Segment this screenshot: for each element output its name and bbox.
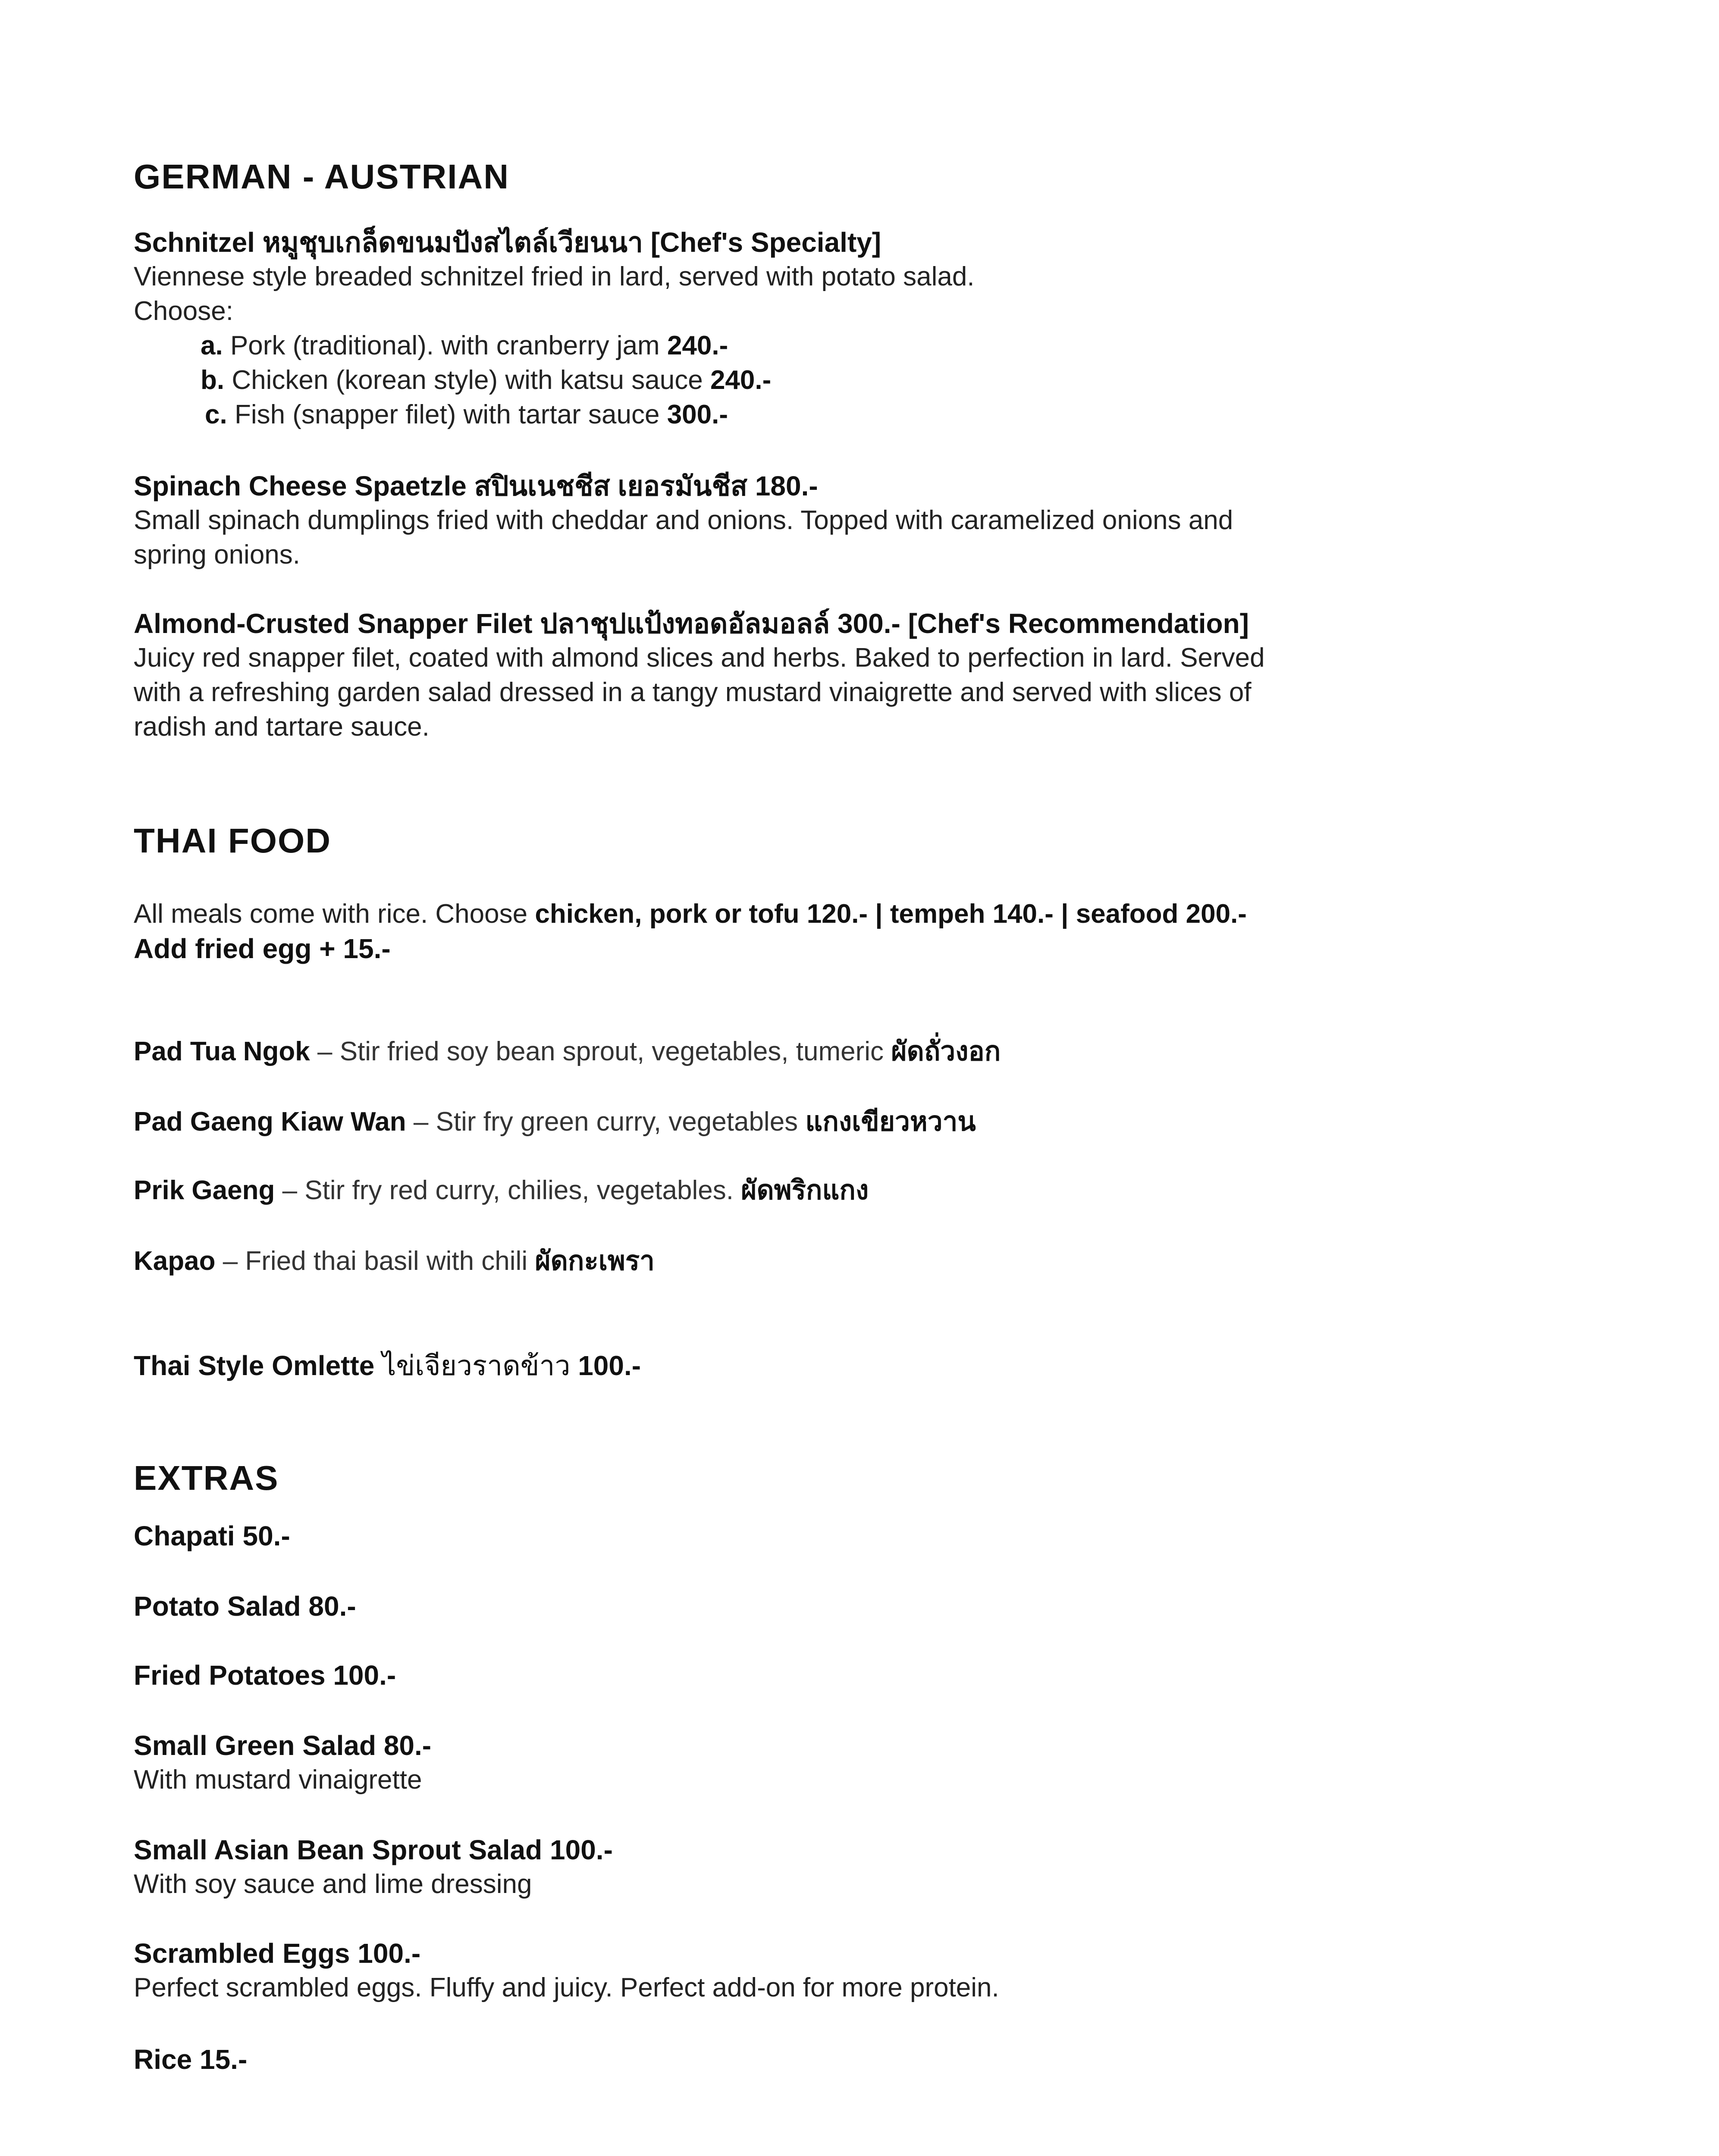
extra-item xyxy=(134,2042,1600,2077)
dish-description: – Fried thai basil with chili xyxy=(215,1246,535,1276)
option-price: 300.- xyxy=(667,400,728,429)
dish-name: Prik Gaeng xyxy=(134,1175,275,1205)
item-description-line: Small spinach dumplings fried with cheddar and onions. Topped with caramelized onions and xyxy=(134,505,1233,535)
dish-name: Pad Gaeng Kiaw Wan xyxy=(134,1107,406,1137)
protein-prices: chicken, pork or tofu 120.- | tempeh 140.- | seafood 200.- xyxy=(535,899,1247,929)
option-b xyxy=(134,363,1600,398)
section-heading-thai: THAI FOOD xyxy=(134,821,331,860)
item-thai-name: หมูชุบเกล็ดขนมปังสไตล์เวียนนา xyxy=(262,227,643,258)
dish-description: – Stir fried soy bean sprout, vegetables, tumeric xyxy=(310,1037,891,1066)
thai-dish xyxy=(134,1244,1600,1279)
intro-text: All meals come with rice. Choose xyxy=(134,899,535,929)
option-price: 240.- xyxy=(710,365,772,395)
item-description-line: spring onions. xyxy=(134,540,301,570)
option-letter: c. xyxy=(205,400,227,429)
dish-thai-name: ผัดกะเพรา xyxy=(535,1246,655,1276)
dish-description: – Stir fry green curry, vegetables xyxy=(406,1107,806,1137)
item-title: Spinach Cheese Spaetzle สปินเนชชีส เยอรมันชีส 180.- xyxy=(134,470,818,501)
fried-egg-addon: Add fried egg + 15.- xyxy=(134,933,391,964)
option-price: 240.- xyxy=(667,331,728,360)
dish-name: Kapao xyxy=(134,1246,216,1276)
menu-item-omelette xyxy=(134,1348,1600,1383)
extra-item xyxy=(134,1833,1600,1902)
option-c xyxy=(134,398,1600,432)
extra-description: With soy sauce and lime dressing xyxy=(134,1869,532,1899)
item-description-line: with a refreshing garden salad dressed in a tangy mustard vinaigrette and served with slices of xyxy=(134,677,1252,707)
dish-thai-name: ผัดพริกแกง xyxy=(741,1175,869,1205)
extra-title: Small Asian Bean Sprout Salad 100.- xyxy=(134,1834,613,1865)
thai-dish xyxy=(134,1105,1600,1139)
item-description-line: radish and tartare sauce. xyxy=(134,712,430,742)
extra-title: Small Green Salad 80.- xyxy=(134,1730,432,1761)
menu-item-spaetzle xyxy=(134,469,1600,572)
item-description-line: Juicy red snapper filet, coated with almond slices and herbs. Baked to perfection in lard. Served xyxy=(134,643,1265,673)
dish-name: Thai Style Omlette xyxy=(134,1350,375,1381)
extra-item xyxy=(134,1728,1600,1797)
section-heading-extras: EXTRAS xyxy=(134,1459,279,1497)
extra-item xyxy=(134,1936,1600,2005)
extra-description: With mustard vinaigrette xyxy=(134,1765,422,1795)
thai-intro xyxy=(134,897,1600,966)
extra-title: Rice 15.- xyxy=(134,2044,248,2075)
thai-dish xyxy=(134,1173,1600,1208)
option-text: Chicken (korean style) with katsu sauce xyxy=(232,365,703,395)
choose-label: Choose: xyxy=(134,296,233,326)
item-title: Almond-Crusted Snapper Filet ปลาชุปแป้งทอดอัลมอลล์ 300.- [Chef's Recommendation] xyxy=(134,608,1249,639)
option-text: Fish (snapper filet) with tartar sauce xyxy=(234,400,660,429)
item-name: Schnitzel xyxy=(134,227,255,258)
option-letter: a. xyxy=(201,331,223,360)
thai-dish xyxy=(134,1034,1600,1069)
item-title xyxy=(134,225,1600,260)
option-text: Pork (traditional). with cranberry jam xyxy=(230,331,660,360)
option-a xyxy=(134,329,1600,363)
intro-line xyxy=(134,897,1600,931)
dish-thai-name: แกงเขียวหวาน xyxy=(805,1107,976,1137)
extra-item xyxy=(134,1589,1600,1623)
extra-item xyxy=(134,1519,1600,1553)
extra-title: Fried Potatoes 100.- xyxy=(134,1660,396,1691)
extra-description: Perfect scrambled eggs. Fluffy and juicy. Perfect add-on for more protein. xyxy=(134,1973,999,2002)
extra-title: Chapati 50.- xyxy=(134,1520,290,1551)
dish-name: Pad Tua Ngok xyxy=(134,1037,310,1066)
menu-item-snapper xyxy=(134,606,1600,744)
extra-title: Potato Salad 80.- xyxy=(134,1591,356,1622)
dish-price: 100.- xyxy=(578,1350,641,1381)
item-description: Viennese style breaded schnitzel fried in lard, served with potato salad. xyxy=(134,262,975,291)
section-heading-german: GERMAN - AUSTRIAN xyxy=(134,157,509,196)
menu-item-schnitzel xyxy=(134,225,1600,432)
extra-title: Scrambled Eggs 100.- xyxy=(134,1938,421,1969)
option-letter: b. xyxy=(201,365,225,395)
dish-thai-name: ไข่เจียวราดข้าว xyxy=(374,1350,578,1381)
extra-item xyxy=(134,1658,1600,1692)
item-tag: [Chef's Specialty] xyxy=(650,227,881,258)
dish-thai-name: ผัดถั่วงอก xyxy=(891,1037,1001,1066)
dish-description: – Stir fry red curry, chilies, vegetables. xyxy=(275,1175,741,1205)
